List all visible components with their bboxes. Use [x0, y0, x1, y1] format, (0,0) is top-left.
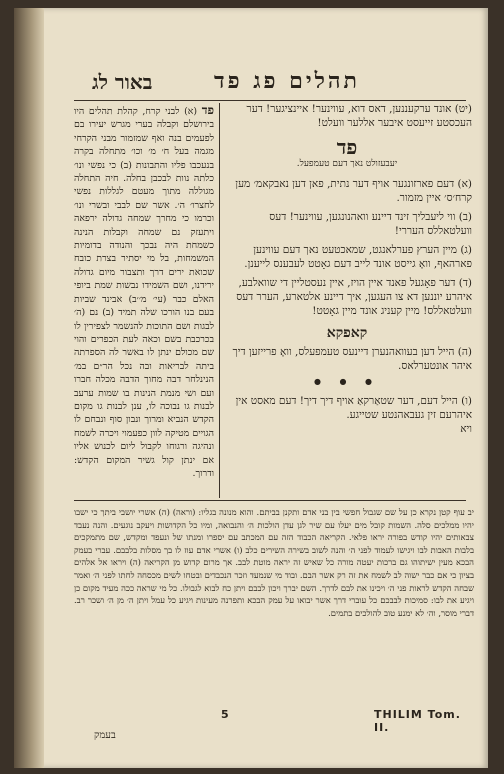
- catchword: בעמק: [94, 730, 116, 741]
- psalm-subtitle: יעבעזולט נאך דעם טעמפעל.: [296, 159, 398, 169]
- footnote-rule: [74, 500, 466, 501]
- verse-3: (ג) מיין הערץ פערלאנגט, שמאכטעט נאך דעם עווינען פארהאף, וואָ גייסט אונד לייב דעם גאָטט לעבענס לייענן.: [244, 244, 472, 270]
- running-header-center: תהלים פג פד: [214, 68, 360, 94]
- verse-19: (יט) אונד ערקעננען, דאס דוא, עווינער! איינציגער! דער העכסטע זייעסט איבער אללער וועלט!: [246, 103, 472, 129]
- book-gutter: [14, 8, 44, 768]
- page-number: 5: [221, 708, 229, 721]
- book-page: [14, 8, 488, 768]
- verse-4: (ד) דער פאָגעל פאנד איין הויז, איין נעסטליין די שוואלבע, איהרע יוננען דא צו העגען, איך דיינע אלטארע, הערר דעס וועלטאללס! מיין קעניג אונד מיין גאָטט!: [236, 277, 472, 317]
- ornament-dots: ● ● ●: [313, 377, 381, 386]
- verse-2: (ב) ווי ליעבליך זינד דיינע וואהנונגען, עווינער! דעס וועלטאללס העררי!: [269, 211, 472, 237]
- bottom-commentary: יב עוף קטן נקרא כן על שם שגבול חפשי בין בני אדם ותקנן בביתם. והוא מנונה בגליו: (וראה) (ה) אשרי יושבי ביתך כי ישבו יהיו ממלכים סלה. השמות קובל מים יעלו עם שיר לגן עדן הולכות ה׳ והנבואה, ומיו כל הקדושות ויעקב נוגעים. והנה נעבד צבאותים יהיו קודש בפורה יראו פלאי. הקריאה הכבוד הזה עם המכתב עם יספרו ומנתו של ונעפד ומקדש, שם מתמקכים בלבות האבות לבו ויגישו לעמוד לפני ה׳ והנה לשוב בשירה השירים כלב (ו) אשרי אדם עוז לו בך מסלות בלבבם. עברי בעמק הבכא מעין ישיתוהו גם ברכות יעטה מורה כל שאיש זה יראה מוטת לבב. אך מרום קדוש מן הקריאה (ה) ויראו אל אלהים בציון כי אם כבר ישוה לב לשמח את זה רק אשר הבם. ובוד מי שנמעד וזכר הנכבדים ובטחו לשים מכסחה לחתו לפני ה׳ ואמר שבחה הקדש לראות פני ה׳ ויכינו את לבם לדרך. השם יברך ויכון לבבם ויתן כח לבוא לגבולו. כל מי שראה ככה מעיד מקום כן ויגיע את לבו: סמיכות לבבכם כל עוברי דרך אשר יבואו על עמק הבכא ותפרנה מעינות ויגיע כל עמל ויתן ה׳ מן ה׳ ושכר רב. דברי מוסר, וה׳ לא ימנע טוב להולכים בתמים.: [74, 507, 474, 618]
- commentary-text: לבני קרח, קהלת תהלים היו בירושלם וקבלה בערי מגרש יעירו בם לפעמים בנה ואף שמזמור מבני הקרחי מגמה בעל ח׳ מ׳ וכו׳ מתחלה בקרה בנעכבו פליו והתבונות (ב) כי נפשי ונו׳ כלתה נוות לבכבן בחלה. חיה התחלה מגוללה מתוך מעטם לגללות נפשי לחצרו׳ ה׳. אשר שם לבבי ובשרי ונו׳ וכרמו כי מחרך שמחה גדולה ירפאה ויתעזק נם שמחה וקבלות הנינה כשמחת היה נבכך והנודה בדומיות המשמחות, בל מי יסתיר בצרת כובח שכואת ירים דרך ותצבור מיום גדולה ירידנו, ושם השמידו נבשות שמת ביופי האלם כבר (עי׳ מ׳׳ב) אבינד שביות בעם בנו הורכו שלה תמיד (ב) נם (ה׳ לבגות ושם התוכות להנשמר לצפירין לו בכרכבת בשם וכאה לעת הכפרים והוי שם מכולם ינתן לו באשר לה הספרתה ביתה לבריאות ובה נכל הר״ם במ׳ הנינלחר דבה מחוך הדבה מכלה חברו ועם ושי מנמת הנינות בו שמות ערעב לבנות גו נבוכה לו, ענן לבנות גו מקום הקדש הנביא ומרוך ונבון סוף ונבחם לו הגויים מטיקה לוון כפעמוי ויכרה לשמח ונהיגה ורגוחו לקבול ליום לכנוש אליו אם ינתן קול גשיר המקום הקדש: ודרוך.: [74, 106, 214, 479]
- section-marker: קאפקא: [326, 325, 368, 341]
- commentary-label: (א): [184, 106, 198, 117]
- verse-6: (ו) הייל דעם, דער שטאַרקאַ אויף דיך דיך! דעם מאסט אין איהרעם זין געבאהנטע שטייגע.: [235, 395, 472, 421]
- commentary-column: [74, 104, 214, 480]
- commentary-title: פד: [201, 103, 215, 117]
- verse-5: (ה) הייל דען בעוואהנערן דיינעס טעמפעלס, וואָ פרייזען דיך איהר אונטערלאס.: [232, 346, 472, 372]
- column-divider: [219, 103, 220, 498]
- page-footer: [74, 708, 466, 734]
- verse-1: (א) דעם פארזונגער אויף דער נתית, פאן דען נאבקאמ׳ מען קרח׳ס׳ איין מזמור.: [235, 178, 472, 204]
- psalm-heading: פד: [336, 135, 358, 159]
- catchword-main: ויא: [460, 423, 472, 435]
- running-header-left: באור לג: [92, 70, 153, 94]
- signature-mark: THILIM Tom. II.: [374, 708, 461, 734]
- main-text-column: [222, 102, 472, 436]
- header-rule: [74, 100, 466, 101]
